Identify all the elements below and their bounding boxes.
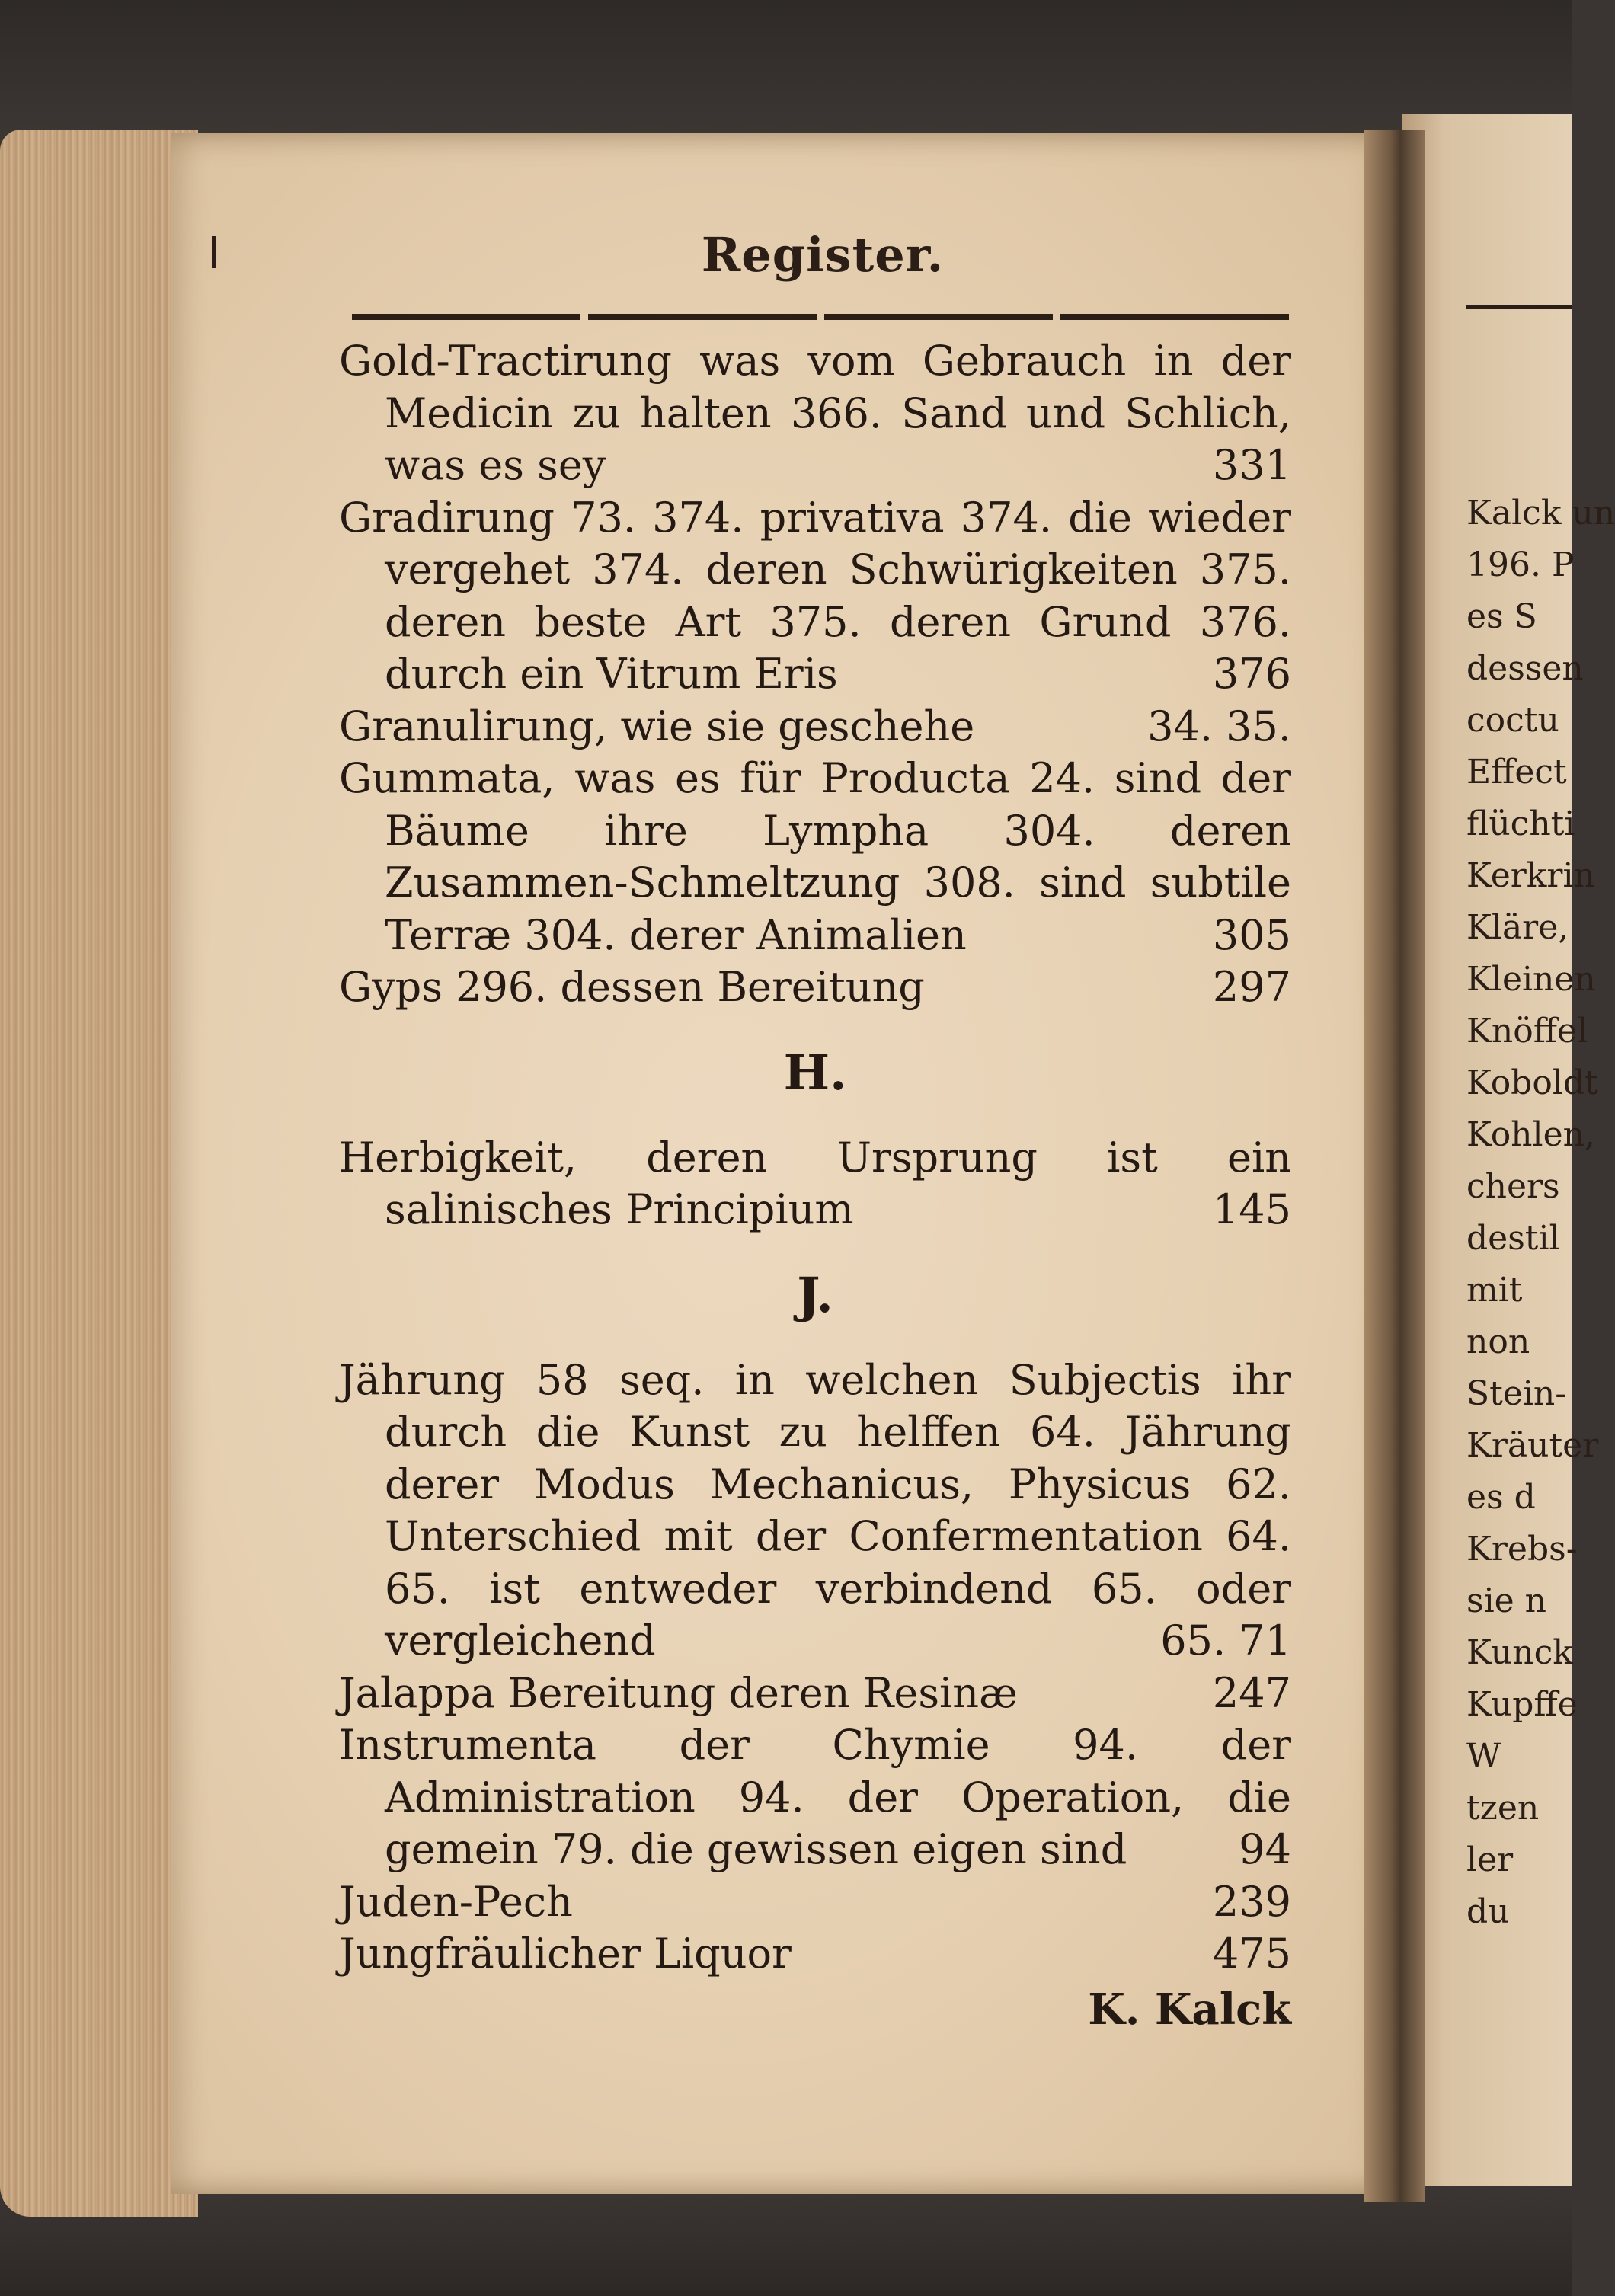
margin-mark xyxy=(212,236,216,268)
fragment-line: Koboldt xyxy=(1466,1063,1598,1102)
fragment-line: ler xyxy=(1466,1840,1514,1879)
fragment-line: Kräuter xyxy=(1466,1426,1599,1465)
entry-text: Herbigkeit, deren Ursprung ist ein salinisches Principium xyxy=(339,1133,1291,1233)
page-ref: 247 xyxy=(1212,1668,1291,1717)
page-ref: 376 xyxy=(1212,650,1291,698)
facing-page-fragments xyxy=(1466,488,1615,1938)
page-ref: 94 xyxy=(1239,1825,1291,1873)
facing-page-rule xyxy=(1466,305,1572,309)
entry-text: Jährung 58 seq. in welchen Subjectis ihr durch die Kunst zu helffen 64. Jährung derer Modus Mechanicus, Physicus 62. Unterschied mit der Confermentation 64. 65. ist entweder verbindend 65. oder vergleichend xyxy=(339,1355,1291,1664)
entry-text: Jalappa Bereitung deren Resinæ xyxy=(339,1668,1018,1717)
entry-text: Jungfräulicher Liquor xyxy=(339,1930,792,1978)
fragment-line: dessen xyxy=(1466,649,1584,688)
head-rule xyxy=(352,314,1289,320)
fragment-line: mit xyxy=(1466,1271,1523,1309)
page-edges xyxy=(0,130,198,2217)
fragment-line: chers xyxy=(1466,1167,1560,1206)
page-ref: 297 xyxy=(1212,963,1291,1011)
index-entry xyxy=(339,1719,1291,1876)
section-heading-j: J. xyxy=(797,1266,833,1324)
fragment-line: destil xyxy=(1466,1219,1560,1258)
fragment-line: 196. P xyxy=(1466,545,1575,584)
page-ref: 331 xyxy=(1212,441,1291,489)
entry-text: Juden-Pech xyxy=(339,1877,573,1926)
index-entry xyxy=(339,335,1291,492)
index-entry xyxy=(339,492,1291,701)
page-ref: 145 xyxy=(1212,1185,1291,1233)
index-entry xyxy=(339,1132,1291,1236)
catchword: K. Kalck xyxy=(1088,1984,1291,2035)
fragment-line: W xyxy=(1466,1737,1501,1776)
book-gutter xyxy=(1364,130,1425,2202)
index-entry xyxy=(339,1354,1291,1668)
index-entry xyxy=(339,961,1291,1014)
entry-text: Granulirung, wie sie geschehe xyxy=(339,702,975,750)
index-entry xyxy=(339,1928,1291,1981)
fragment-line: flüchti xyxy=(1466,804,1575,843)
backdrop-top xyxy=(0,0,1572,145)
fragment-line: Knöffel xyxy=(1466,1012,1588,1050)
entry-text: Gyps 296. dessen Bereitung xyxy=(339,963,925,1011)
backdrop-bottom xyxy=(0,2194,1572,2296)
fragment-line: non xyxy=(1466,1322,1530,1361)
entry-text: Gummata, was es für Producta 24. sind der Bäume ihre Lympha 304. deren Zusammen-Schmeltzung 308. sind subtile Terræ 304. derer Animalien xyxy=(339,754,1291,959)
fragment-line: es S xyxy=(1466,597,1537,636)
fragment-line: Krebs- xyxy=(1466,1530,1578,1569)
fragment-line: du xyxy=(1466,1892,1510,1931)
index-entry xyxy=(339,1668,1291,1720)
entry-text: Instrumenta der Chymie 94. der Administration 94. der Operation, die gemein 79. die gewissen eigen sind xyxy=(339,1721,1291,1873)
fragment-line: coctu xyxy=(1466,701,1559,740)
fragment-line: Kerkrin xyxy=(1466,856,1595,895)
fragment-line: Kupffe xyxy=(1466,1685,1578,1724)
fragment-line: Kläre, xyxy=(1466,908,1569,947)
fragment-line: Kohlen, xyxy=(1466,1115,1595,1154)
fragment-line: Kalck un xyxy=(1466,494,1615,532)
page-ref: 475 xyxy=(1212,1930,1291,1978)
fragment-line: Effect xyxy=(1466,753,1567,791)
entry-text: Gold-Tractirung was vom Gebrauch in der Medicin zu halten 366. Sand und Schlich, was es sey xyxy=(339,337,1291,489)
register-column xyxy=(339,335,1291,2035)
section-heading-h: H. xyxy=(783,1044,847,1102)
fragment-line: tzen xyxy=(1466,1789,1540,1828)
fragment-line: Stein- xyxy=(1466,1374,1567,1413)
fragment-line: Kunck xyxy=(1466,1633,1573,1672)
page-ref: 305 xyxy=(1212,910,1291,959)
index-entry xyxy=(339,701,1291,753)
entry-text: Gradirung 73. 374. privativa 374. die wieder vergehet 374. deren Schwürigkeiten 375. deren beste Art 375. deren Grund 376. durch ein Vitrum Eris xyxy=(339,493,1291,698)
running-head: Register. xyxy=(701,227,945,283)
fragment-line: Kleinen xyxy=(1466,960,1596,999)
index-entry xyxy=(339,1876,1291,1929)
page-ref: 34. 35. xyxy=(1147,702,1291,750)
fragment-line: es d xyxy=(1466,1478,1536,1517)
page-ref: 65. 71 xyxy=(1160,1616,1291,1664)
index-entry xyxy=(339,753,1291,961)
fragment-line: sie n xyxy=(1466,1581,1547,1620)
page-ref: 239 xyxy=(1212,1877,1291,1926)
